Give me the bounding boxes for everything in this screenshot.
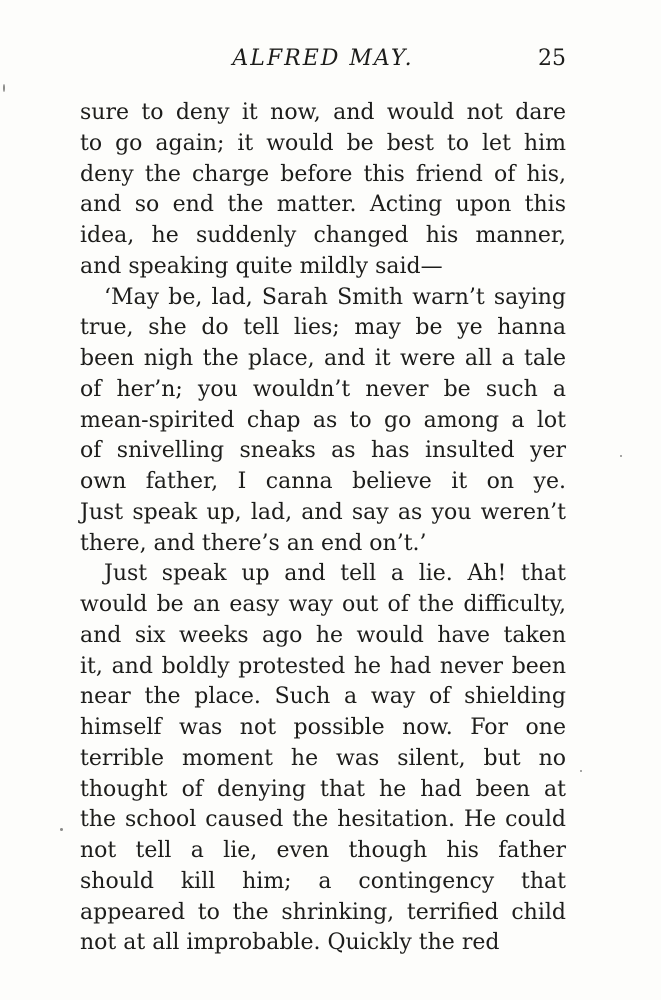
body-text (80, 98, 566, 959)
text-line: terrible moment he was silent, but no (80, 745, 566, 771)
text-line: would be an easy way out of the difficulty, (80, 592, 566, 617)
text-line: and so end the matter. Acting upon this (80, 192, 566, 218)
running-title: ALFRED MAY. (232, 46, 414, 71)
print-speck (580, 770, 582, 772)
text-line: mean-spirited chap as to go among a lot (80, 407, 566, 433)
text-line: true, she do tell lies; may be ye hanna (80, 315, 566, 341)
text-line: ‘May be, lad, Sarah Smith warn’t saying (104, 284, 566, 310)
paragraph (80, 559, 566, 959)
text-line: deny the charge before this friend of his, (80, 161, 566, 187)
text-line: idea, he suddenly changed his manner, (80, 223, 566, 248)
page-header (80, 46, 566, 80)
text-line: there, and there’s an end on’t.’ (80, 530, 427, 556)
text-line: should kill him; a contingency that (80, 868, 566, 894)
paragraph (80, 98, 566, 283)
print-speck (3, 84, 5, 92)
text-line: been nigh the place, and it were all a tale (80, 346, 566, 371)
text-line: himself was not possible now. For one (80, 715, 566, 740)
text-line: Just speak up and tell a lie. Ah! that (104, 561, 566, 587)
text-line: thought of denying that he had been at (80, 776, 566, 802)
print-speck (60, 828, 63, 831)
text-line: sure to deny it now, and would not dare (80, 100, 566, 125)
print-speck (620, 455, 622, 457)
page-number: 25 (538, 46, 566, 71)
text-line: and six weeks ago he would have taken (80, 622, 566, 648)
paragraph (80, 283, 566, 560)
text-line: to go again; it would be best to let him (80, 130, 566, 156)
text-line: own father, I canna believe it on ye. (80, 469, 566, 494)
text-line: appeared to the shrinking, terrified child (80, 899, 566, 925)
text-line: of her’n; you wouldn’t never be such a (80, 376, 566, 402)
text-line: near the place. Such a way of shielding (80, 684, 566, 710)
text-line: Just speak up, lad, and say as you weren’t (80, 499, 566, 525)
text-line: it, and boldly protested he had never been (80, 653, 566, 679)
text-line: the school caused the hesitation. He could (80, 807, 566, 833)
text-line: not tell a lie, even though his father (80, 838, 566, 863)
text-line: not at all improbable. Quickly the red (80, 930, 500, 956)
text-line: of snivelling sneaks as has insulted yer (80, 438, 566, 464)
text-line: and speaking quite mildly said— (80, 253, 443, 279)
